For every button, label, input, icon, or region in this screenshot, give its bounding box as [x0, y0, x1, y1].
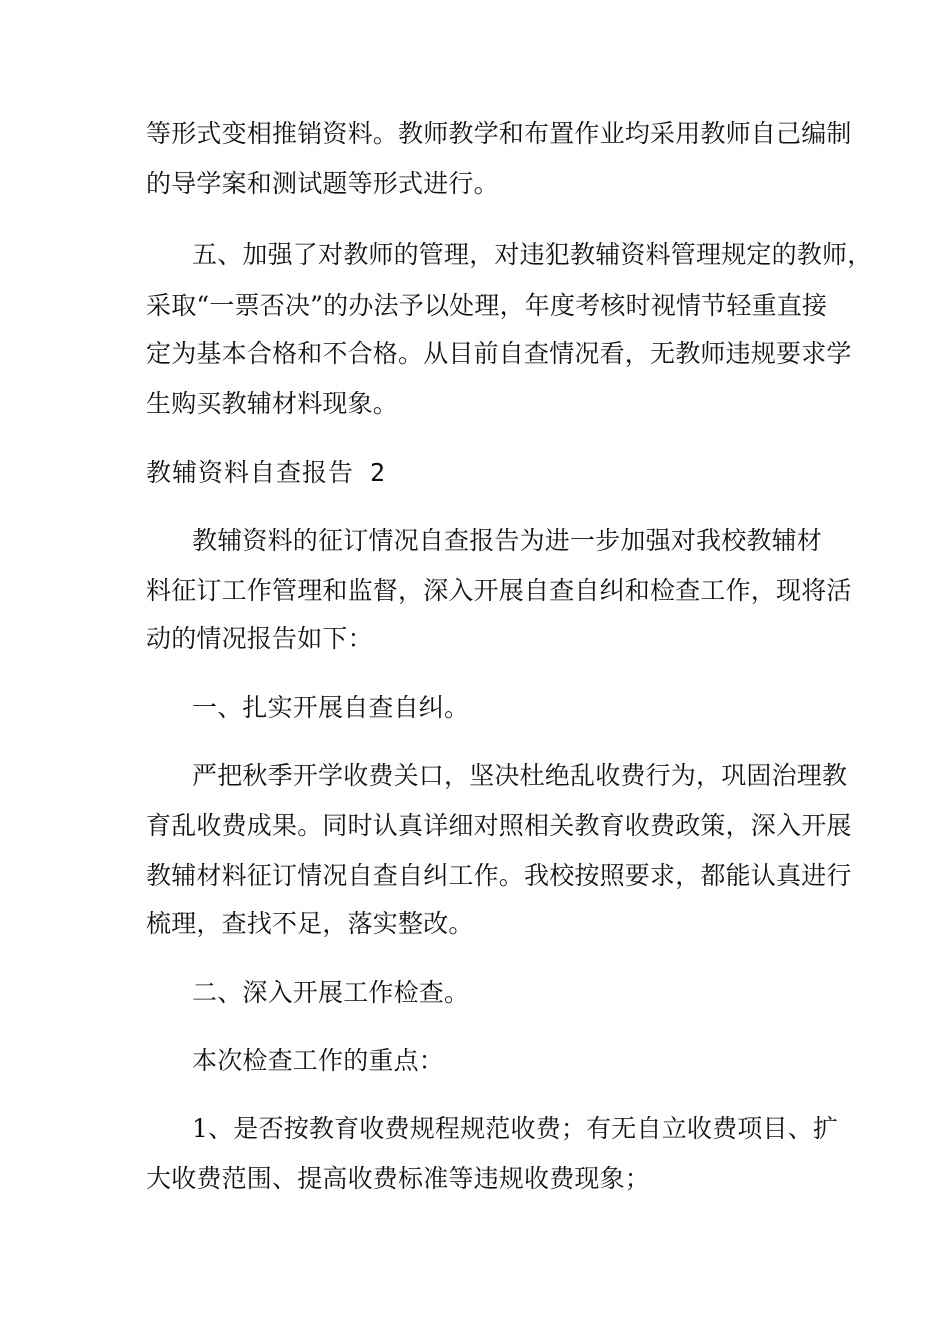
subheading-one: 一、扎实开展自查自纠。 [192, 693, 470, 722]
list-item-one-line: 1、是否按教育收费规程规范收费；有无自立收费项目、扩 [192, 1114, 839, 1143]
paragraph-five-line: 五、加强了对教师的管理，对违犯教辅资料管理规定的教师， [192, 240, 873, 269]
text-line: 动的情况报告如下： [146, 624, 373, 653]
text-line: 教辅资料的征订情况自查报告为进一步加强对我校教辅材 [192, 526, 823, 555]
text-line: 料征订工作管理和监督，深入开展自查自纠和检查工作，现将活 [146, 576, 852, 605]
text-line: 定为基本合格和不合格。从目前自查情况看，无教师违规要求学 [146, 339, 852, 368]
text-line: 严把秋季开学收费关口，坚决杜绝乱收费行为，巩固治理教 [192, 761, 848, 790]
subheading-two: 二、深入开展工作检查。 [192, 978, 470, 1007]
text-line: 梳理，查找不足，落实整改。 [146, 909, 474, 938]
text-line: 育乱收费成果。同时认真详细对照相关教育收费政策，深入开展 [146, 811, 852, 840]
text-line: 教辅材料征订情况自查自纠工作。我校按照要求，都能认真进行 [146, 861, 852, 890]
text-line: 本次检查工作的重点： [192, 1046, 445, 1075]
text-line: 等形式变相推销资料。教师教学和布置作业均采用教师自己编制 [146, 119, 852, 148]
text-line: 大收费范围、提高收费标准等违规收费现象； [146, 1164, 651, 1193]
section-heading: 教辅资料自查报告 2 [146, 458, 387, 487]
text-line: 采取“一票否决”的办法予以处理，年度考核时视情节轻重直接 [146, 291, 828, 320]
text-line: 生购买教辅材料现象。 [146, 389, 399, 418]
text-line: 的导学案和测试题等形式进行。 [146, 169, 499, 198]
